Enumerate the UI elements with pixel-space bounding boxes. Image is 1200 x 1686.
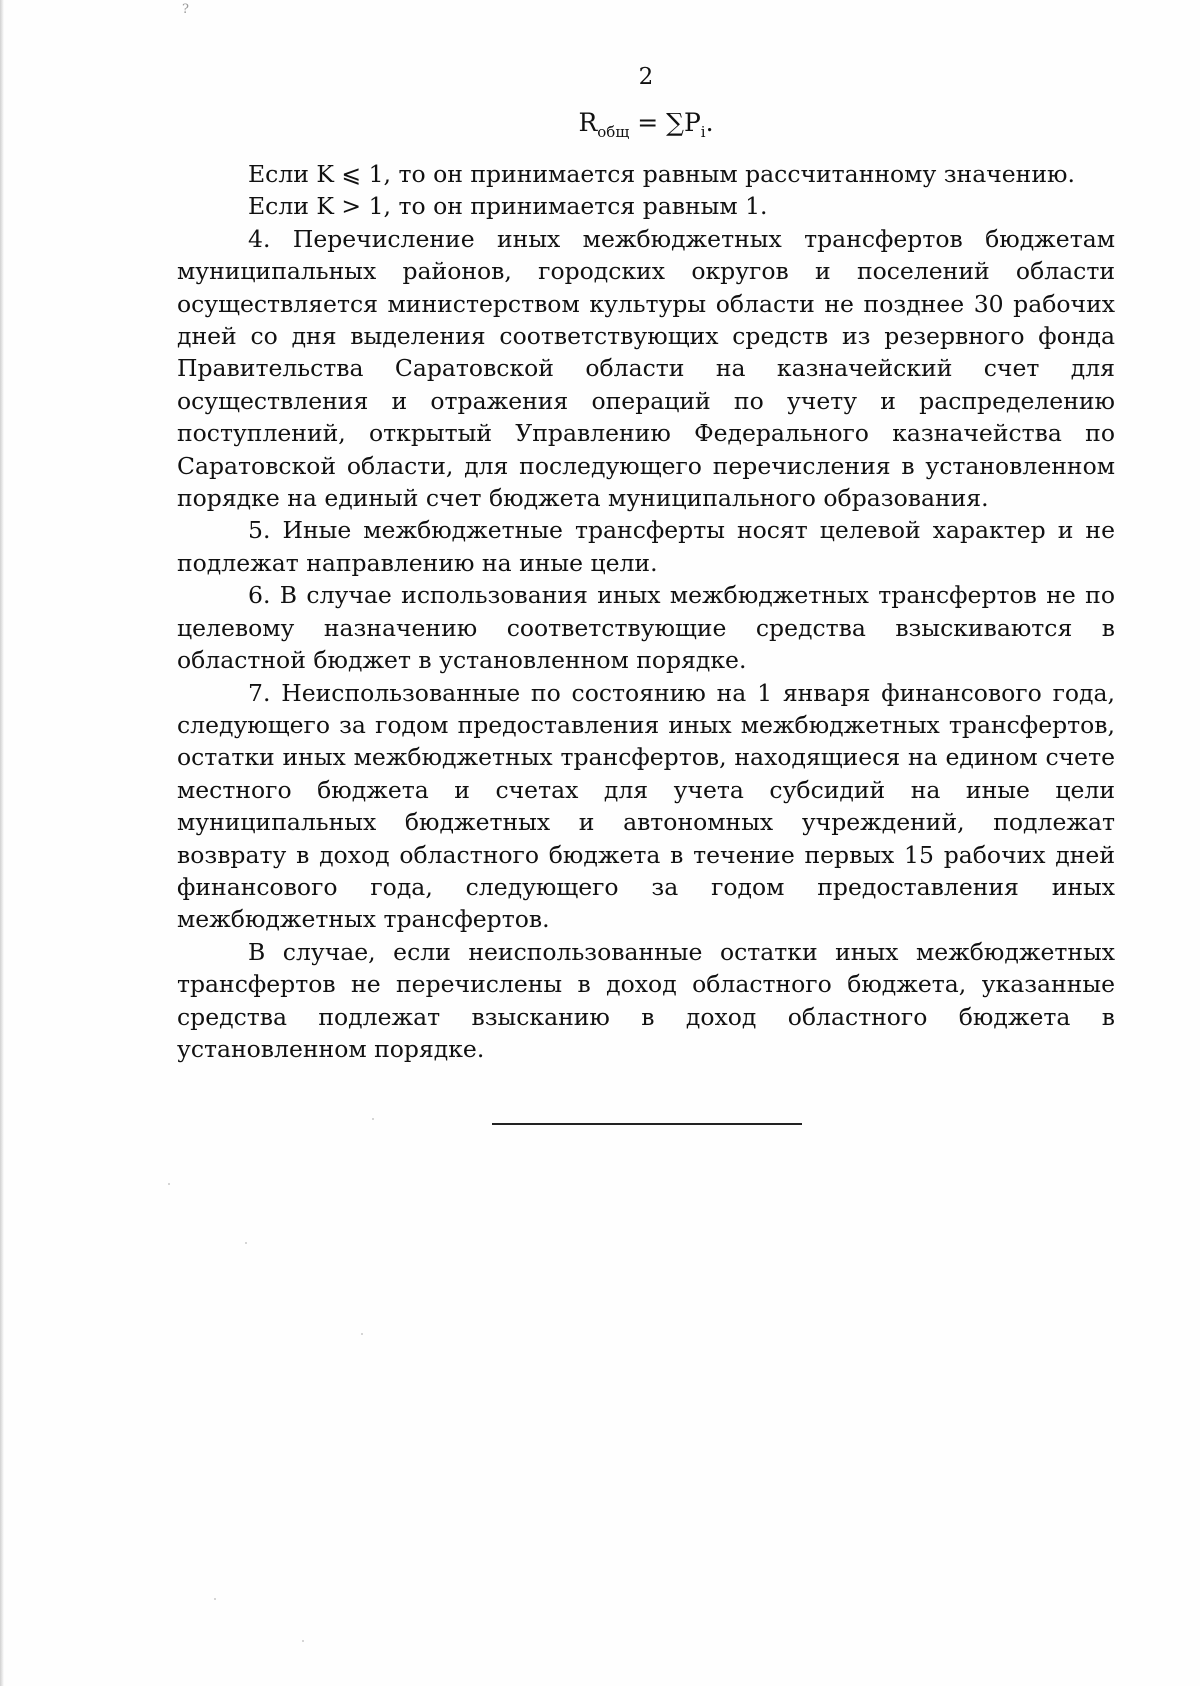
scan-speck [245,1242,247,1244]
closing-rule [492,1123,802,1125]
formula-lhs: R [578,108,598,137]
body-text [177,158,1115,1065]
paragraph-unspent-balances: В случае, если неиспользованные остатки иных межбюджетных трансфертов не перечислены в доход областного бюджета, указанные средства подлежат взысканию в доход областного бюджета в установленном порядке. [177,937,1115,1063]
scan-speck [361,1333,363,1335]
page-number: 2 [638,64,654,90]
formula-lhs-subscript: общ [597,123,630,141]
scan-speck [214,1598,216,1600]
paragraph-item-5: 5. Иные межбюджетные трансферты носят целевой характер и не подлежат направлению на иные цели. [177,516,1115,577]
scan-speck [372,1118,374,1120]
paragraph-item-4: 4. Перечисление иных межбюджетных трансфертов бюджетам муниципальных районов, городских округов и поселений области осуществляется министерством культуры области не позднее 30 рабочих дней со дня выделения соответствующих средств из резервного фонда Правительства Саратовской области на казначейский счет для осуществления и отражения операций по учету и распределению поступлений, открытый Управлению Федерального казначейства по Саратовской области, для последующего перечисления в установленном порядке на единый счет бюджета муниципального образования. [177,224,1115,513]
formula [0,108,1200,141]
formula-end: . [705,108,714,137]
paragraph-item-7: 7. Неиспользованные по состоянию на 1 января финансового года, следующего за годом предоставления иных межбюджетных трансфертов, остатки иных межбюджетных трансфертов, находящиеся на едином счете местного бюджета и счетах для учета субсидий на иные цели муниципальных бюджетных и автономных учреждений, подлежат возврату в доход областного бюджета в течение первых 15 рабочих дней финансового года, следующего за годом предоставления иных межбюджетных трансфертов. [177,678,1115,934]
scan-speck [168,1183,170,1185]
scan-mark: ? [182,2,189,17]
formula-rhs-subscript: i [700,123,706,141]
scan-speck [302,1640,304,1642]
paragraph-k-le-1: Если K ⩽ 1, то он принимается равным рассчитанному значению. [248,160,1075,188]
paragraph-k-gt-1: Если K > 1, то он принимается равным 1. [248,192,768,221]
paragraph-item-6: 6. В случае использования иных межбюджетных трансфертов не по целевому назначению соответствующие средства взыскиваются в областной бюджет в установленном порядке. [177,581,1115,675]
formula-rhs: = ∑P [629,108,701,137]
